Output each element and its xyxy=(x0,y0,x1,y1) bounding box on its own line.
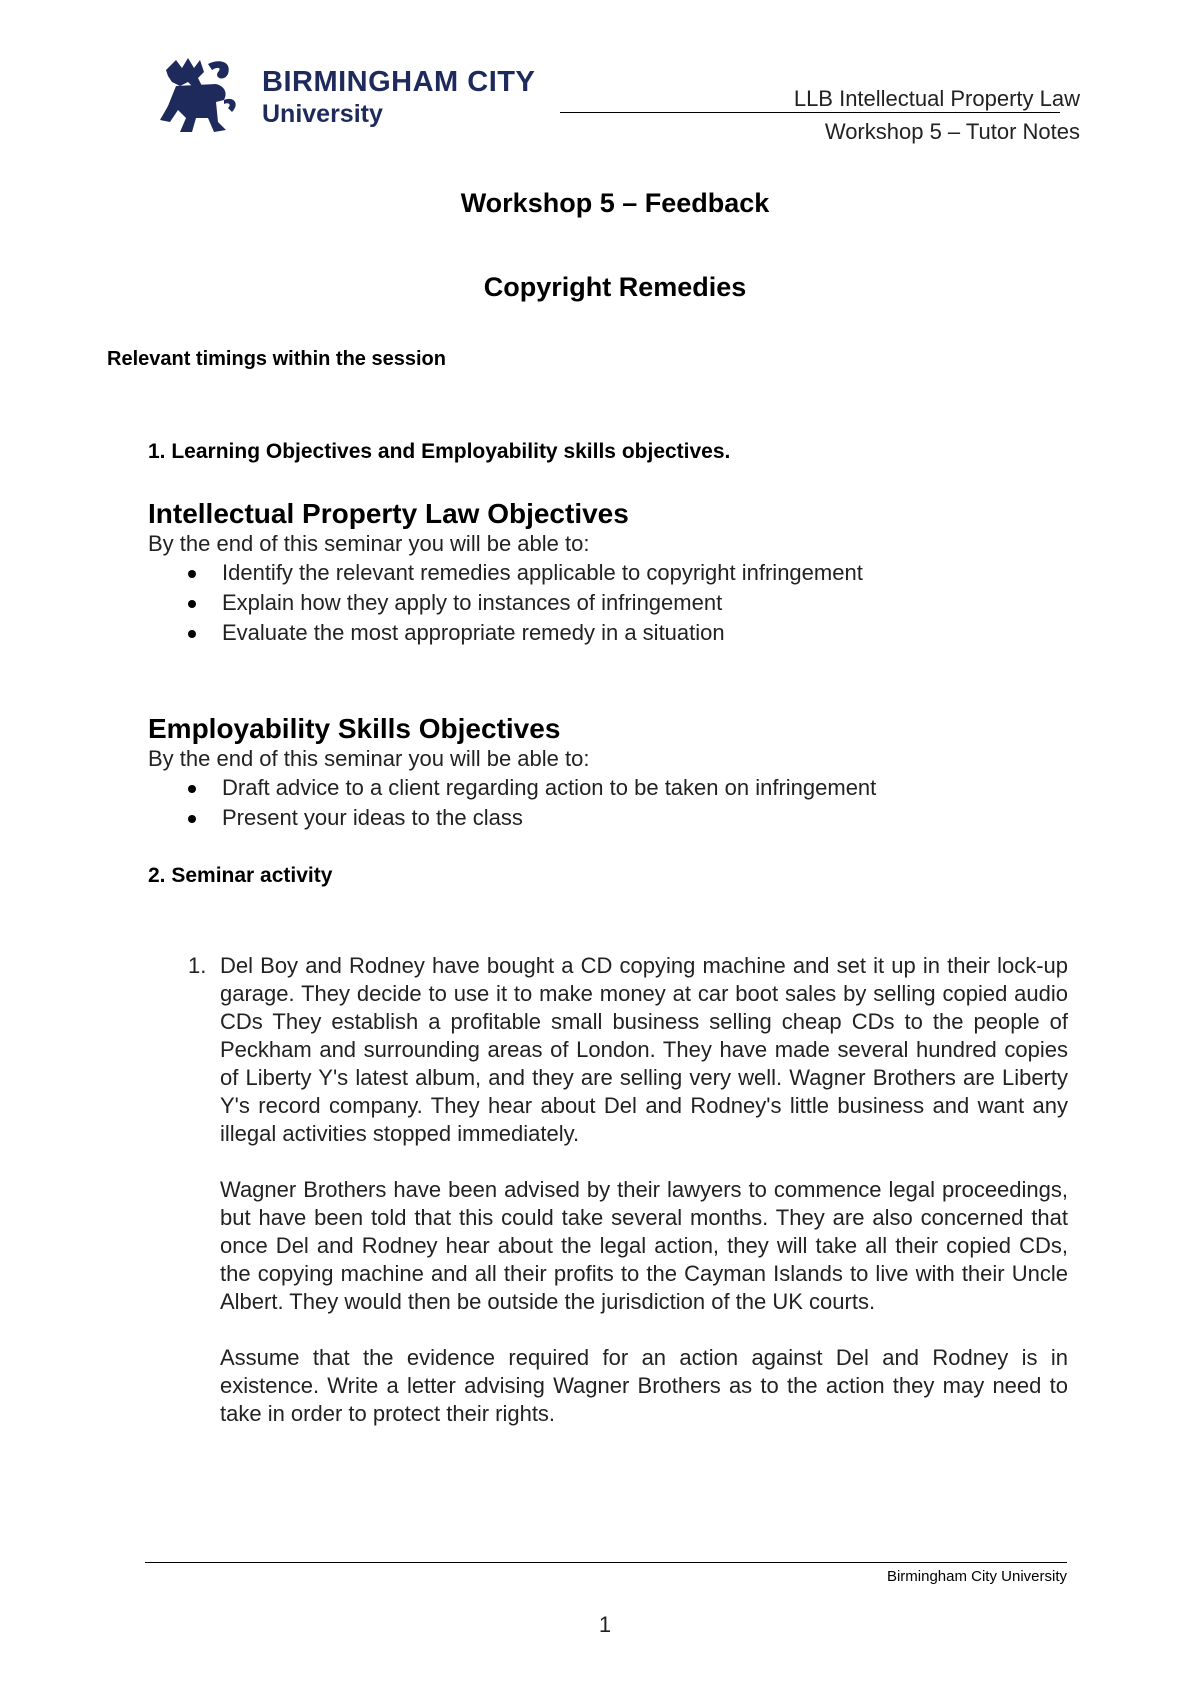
objectives-heading: 1. Learning Objectives and Employability skills objectives. xyxy=(148,440,731,463)
header-notes: Workshop 5 – Tutor Notes xyxy=(824,119,1080,144)
ip-objectives-list xyxy=(148,558,863,648)
seminar-activity xyxy=(188,952,1068,1456)
timings-label: Relevant timings within the session xyxy=(107,348,446,370)
header-course: LLB Intellectual Property Law xyxy=(793,86,1080,111)
activity-paragraph: Del Boy and Rodney have bought a CD copying machine and set it up in their lock-up garage. They decide to use it to make money at car boot sales by selling copied audio CDs They establish a profitable small business selling cheap CDs to the people of Peckham and surrounding areas of London. They have made several hundred copies of Liberty Y's latest album, and they are selling very well. Wagner Brothers are Liberty Y's record company. They hear about Del and Rodney's little business and want any illegal activities stopped immediately. xyxy=(220,953,1068,1146)
logo-line-1: BIRMINGHAM CITY xyxy=(262,66,536,98)
running-header xyxy=(794,82,1080,148)
list-item: Present your ideas to the class xyxy=(148,803,876,833)
page-number: 1 xyxy=(598,1612,612,1637)
university-logo xyxy=(158,52,538,142)
page-title: Workshop 5 – Feedback xyxy=(460,188,770,218)
list-item: Identify the relevant remedies applicable to copyright infringement xyxy=(148,558,863,588)
footer-organisation: Birmingham City University xyxy=(886,1568,1067,1585)
seminar-heading: 2. Seminar activity xyxy=(148,864,333,887)
list-item: Evaluate the most appropriate remedy in a situation xyxy=(148,618,863,648)
lion-crest-icon xyxy=(158,56,248,138)
logo-line-2: University xyxy=(262,100,383,128)
footer-rule xyxy=(145,1562,1067,1563)
activity-number: 1. xyxy=(188,953,207,978)
list-item: Explain how they apply to instances of infringement xyxy=(148,588,863,618)
page-subtitle: Copyright Remedies xyxy=(483,272,747,302)
ip-objectives-heading: Intellectual Property Law Objectives xyxy=(148,498,629,529)
list-item: Draft advice to a client regarding action to be taken on infringement xyxy=(148,773,876,803)
header-rule xyxy=(560,112,1060,113)
logo-wordmark xyxy=(262,65,535,129)
employability-objectives-list xyxy=(148,773,876,833)
activity-paragraph: Assume that the evidence required for an action against Del and Rodney is in existence. Write a letter advising Wagner Brothers as to the action they may need to take in order to protect their rights. xyxy=(220,1345,1068,1426)
employability-objectives-intro: By the end of this seminar you will be able to: xyxy=(148,746,590,771)
activity-paragraph: Wagner Brothers have been advised by their lawyers to commence legal proceedings, but have been told that this could take several months. They are also concerned that once Del and Rodney hear about the legal action, they will take all their copied CDs, the copying machine and all their profits to the Cayman Islands to live with their Uncle Albert. They would then be outside the jurisdiction of the UK courts. xyxy=(220,1177,1068,1314)
ip-objectives-intro: By the end of this seminar you will be able to: xyxy=(148,531,590,556)
employability-objectives-heading: Employability Skills Objectives xyxy=(148,713,561,744)
